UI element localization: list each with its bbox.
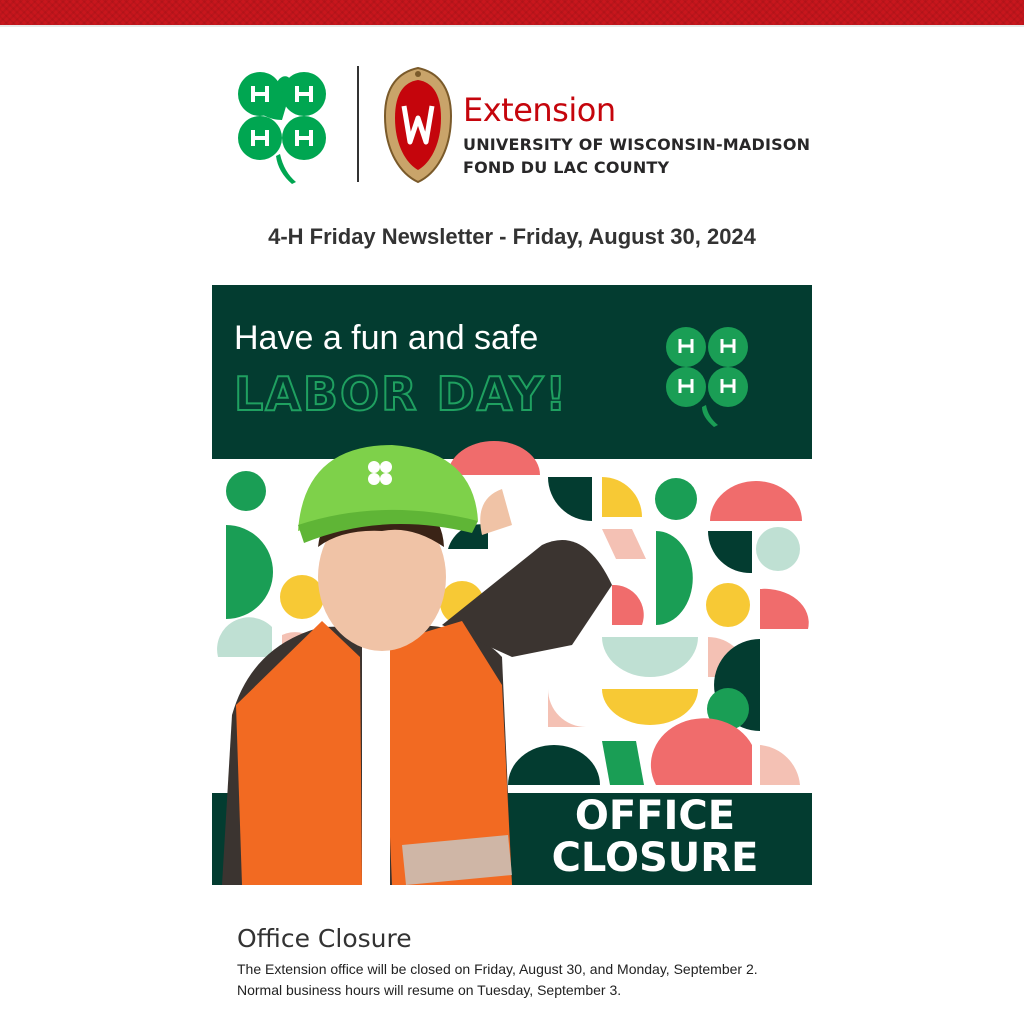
header-logos [222, 64, 812, 186]
section-body [237, 959, 797, 1001]
banner-greeting: Have a fun and safe [234, 319, 539, 357]
extension-title: Extension [463, 91, 616, 129]
uw-crest-logo [379, 66, 457, 184]
4h-clover-logo [222, 64, 342, 184]
office-closure-label [542, 795, 768, 879]
section-body-line1: The Extension office will be closed on Friday, August 30, and Monday, September 2. [237, 961, 758, 977]
office-closure-line2: CLOSURE [551, 835, 759, 881]
extension-university-line: UNIVERSITY OF WISCONSIN-MADISON [463, 135, 811, 154]
newsletter-headline: 4-H Friday Newsletter - Friday, August 30, 2024 [268, 224, 756, 249]
labor-day-banner [212, 285, 812, 885]
office-closure-line1: OFFICE [574, 793, 736, 839]
extension-county-line: FOND DU LAC COUNTY [463, 158, 670, 177]
banner-labor-day: LABOR DAY! [234, 367, 569, 421]
logo-divider [357, 66, 359, 182]
top-accent-bar [0, 0, 1024, 27]
section-title: Office Closure [237, 924, 412, 953]
section-body-line2: Normal business hours will resume on Tuesday, September 3. [237, 982, 622, 998]
